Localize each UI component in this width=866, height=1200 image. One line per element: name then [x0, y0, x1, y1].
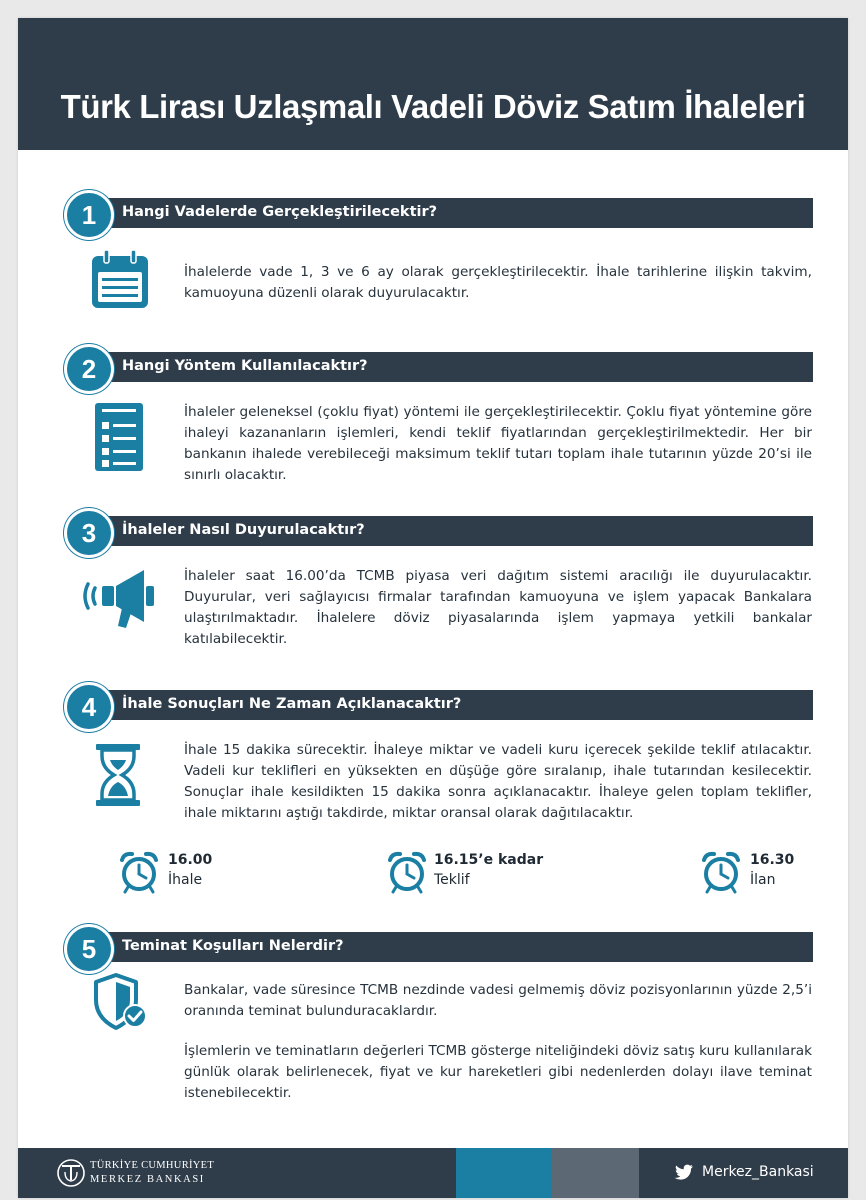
shield-check-icon: [92, 972, 148, 1032]
section-4-number: 4: [64, 682, 114, 732]
section-1-paragraph: İhalelerde vade 1, 3 ve 6 ay olarak gerçekleştirilecektir. İhale tarihlerine ilişkin takvim, kamuoyuna düzenli olarak duyurulacaktır.: [184, 264, 812, 301]
timeline-label: İhale: [168, 872, 203, 888]
timeline-time: 16.00: [168, 852, 213, 868]
page-footer: [18, 1148, 848, 1198]
page-title: Türk Lirası Uzlaşmalı Vadeli Döviz Satım İhaleleri: [60, 88, 806, 125]
section-2-body: [184, 402, 812, 486]
twitter-handle[interactable]: Merkez_Bankasi: [702, 1164, 814, 1180]
calendar-icon: [90, 248, 150, 310]
section-1-body: [184, 262, 812, 304]
section-5-paragraph-1: Bankalar, vade süresince TCMB nezdinde vadesi gelmemiş döviz pozisyonlarının yüzde 2,5’i oranında teminat bulunduracaklardır.: [184, 982, 812, 1019]
footer-accent-block: [456, 1148, 552, 1198]
timeline-label: Teklif: [434, 872, 470, 888]
section-4-body: [184, 740, 812, 824]
timeline-time: 16.15’e kadar: [434, 852, 544, 868]
page-header: [18, 18, 848, 150]
tcmb-logo-icon: [56, 1158, 86, 1188]
section-2-header: [102, 352, 813, 382]
timeline-item-teklif: [386, 850, 556, 894]
section-4-header: [102, 690, 813, 720]
megaphone-icon: [78, 566, 162, 630]
hourglass-icon: [94, 742, 142, 808]
section-1-number: 1: [64, 190, 114, 240]
timeline-item-ilan: [700, 850, 810, 894]
section-5-body: [184, 980, 812, 1104]
section-5-header: [102, 932, 813, 962]
section-3-header: [102, 516, 813, 546]
section-2-title: Hangi Yöntem Kullanılacaktır?: [122, 358, 368, 374]
section-3-title: İhaleler Nasıl Duyurulacaktır?: [122, 522, 365, 538]
infographic-page: [18, 18, 848, 1198]
section-5-paragraph-2: İşlemlerin ve teminatların değerleri TCMB gösterge niteliğindeki döviz satış kuru kullanılarak günlük olarak belirlenecek, fiyat ve kur hareketleri gibi nedenlerden dolayı ilave teminat istenebilecektir.: [184, 1043, 812, 1101]
timeline-time: 16.30: [750, 852, 795, 868]
section-4-paragraph: İhale 15 dakika sürecektir. İhaleye miktar ve vadeli kuru içerecek şekilde teklif atılacaktır. Vadeli kur teklifleri en yüksekten en düşüğe göre sıralanıp, ihale tutarından kesilecektir. Sonuçlar ihale kesildikten 15 dakika sonra açıklanacaktır. İhaleye gelen toplam teklifler, ihale miktarını aştığı takdirde, miktar oransal olarak dağıtılacaktır.: [184, 742, 812, 821]
twitter-icon[interactable]: [672, 1164, 694, 1182]
section-5-title: Teminat Koşulları Nelerdir?: [122, 938, 344, 954]
checklist-icon: [94, 402, 144, 472]
timeline-label: İlan: [750, 872, 776, 888]
timeline-item-ihale: [118, 850, 238, 894]
section-2-number: 2: [64, 344, 114, 394]
org-name-line1: TÜRKİYE CUMHURİYET: [90, 1160, 215, 1171]
section-1-title: Hangi Vadelerde Gerçekleştirilecektir?: [122, 204, 438, 220]
section-3-body: [184, 566, 812, 650]
alarm-clock-icon: [386, 850, 428, 894]
section-5-number: 5: [64, 924, 114, 974]
section-2-paragraph: İhaleler geleneksel (çoklu fiyat) yöntemi ile gerçekleştirilecektir. Çoklu fiyat yöntemine göre ihaleyi kazananların işlemleri, kendi teklif fiyatlarından gerçekleştirilmektedir. Her bir bankanın ihalede verebileceği maksimum teklif tutarı toplam ihale tutarının yüzde 20’si ile sınırlı olacaktır.: [184, 404, 812, 483]
section-1-header: [102, 198, 813, 228]
section-3-paragraph: İhaleler saat 16.00’da TCMB piyasa veri dağıtım sistemi aracılığı ile duyurulacaktır. Duyurular, veri sağlayıcısı firmalar tarafından kamuoyuna ve işlem yapacak Bankalara ulaştırılmaktadır. İhalelere döviz piyasalarında işlem yapmaya yetkili bankalar katılabilecektir.: [184, 568, 812, 647]
section-4-title: İhale Sonuçları Ne Zaman Açıklanacaktır?: [122, 696, 462, 712]
section-3-number: 3: [64, 508, 114, 558]
alarm-clock-icon: [118, 850, 160, 894]
alarm-clock-icon: [700, 850, 742, 894]
footer-grey-block: [552, 1148, 639, 1198]
org-name-line2: MERKEZ BANKASI: [90, 1174, 205, 1185]
